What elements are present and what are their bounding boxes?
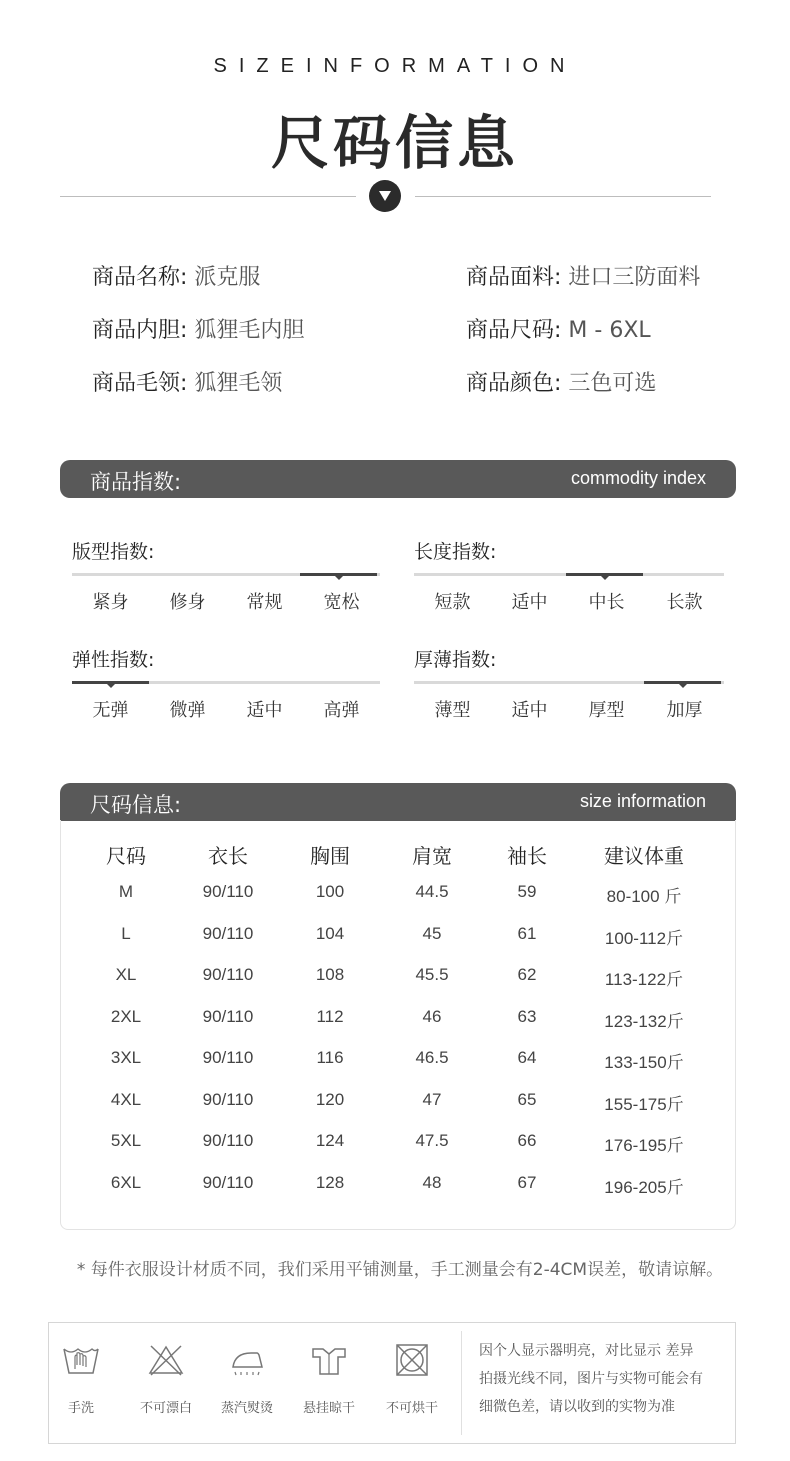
- index-option: 适中: [246, 700, 283, 721]
- down-arrow-icon: [369, 180, 401, 212]
- index-pointer-thickness: [679, 684, 687, 688]
- table-header: 尺码: [106, 844, 146, 868]
- table-cell: 44.5: [415, 882, 449, 901]
- care-item-steam-iron: [207, 1343, 287, 1416]
- measurement-note: * 每件衣服设计材质不同，我们采用平铺测量，手工测量会有2-4CM误差，敬请谅解。: [76, 1260, 724, 1280]
- index-option: 高弹: [323, 700, 360, 721]
- index-option: 紧身: [92, 592, 129, 613]
- table-cell: 90/110: [202, 1089, 254, 1109]
- index-option: 长款: [666, 592, 703, 613]
- table-cell: 47: [422, 1089, 442, 1109]
- table-cell: 100-112斤: [604, 928, 684, 948]
- display-disclaimer: [479, 1337, 729, 1421]
- index-option: 微弹: [169, 700, 206, 721]
- commodity-index-label: 商品指数:: [90, 470, 182, 494]
- index-title-thickness: 厚薄指数:: [414, 649, 497, 671]
- table-cell: 62: [517, 965, 537, 984]
- commodity-index-en: commodity index: [570, 468, 706, 488]
- care-label: 不可烘干: [385, 1401, 438, 1416]
- table-cell: 90/110: [202, 1006, 254, 1026]
- table-cell: 6XL: [110, 1172, 142, 1192]
- no-tumble-dry-icon: [392, 1343, 432, 1377]
- table-cell: 48: [422, 1172, 442, 1192]
- table-header: 袖长: [507, 844, 547, 868]
- table-cell: 80-100 斤: [606, 887, 682, 906]
- page-title: 尺码信息: [270, 109, 519, 177]
- care-item-hang-dry: [289, 1343, 369, 1416]
- info-collar: 商品毛领: 狐狸毛领: [92, 371, 283, 396]
- table-cell: 45: [422, 923, 442, 943]
- table-cell: 5XL: [110, 1131, 142, 1150]
- table-cell: 3XL: [110, 1048, 142, 1067]
- size-info-label: 尺码信息:: [90, 793, 182, 817]
- table-cell: 45.5: [415, 965, 449, 984]
- index-title-elastic: 弹性指数:: [72, 649, 155, 671]
- table-cell: 63: [517, 1006, 537, 1026]
- index-track-length: [414, 573, 724, 576]
- index-option: 短款: [434, 592, 471, 613]
- index-option: 中长: [588, 592, 625, 613]
- table-cell: 90/110: [202, 1172, 254, 1192]
- table-cell: 67: [517, 1172, 537, 1192]
- commodity-index-bar: [60, 460, 736, 498]
- table-cell: 4XL: [110, 1089, 142, 1109]
- info-size: 商品尺码: M - 6XL: [466, 318, 651, 343]
- steam-iron-icon: [227, 1343, 267, 1377]
- table-cell: M: [118, 882, 134, 901]
- table-cell: 59: [517, 882, 537, 901]
- index-option: 适中: [511, 700, 548, 721]
- index-pointer-fit: [335, 576, 343, 580]
- table-cell: 2XL: [110, 1006, 142, 1026]
- table-cell: 124: [315, 1131, 345, 1150]
- info-color: 商品颜色: 三色可选: [466, 371, 657, 396]
- table-cell: 128: [315, 1172, 345, 1192]
- info-lining: 商品内胆: 狐狸毛内胆: [92, 318, 305, 343]
- care-label: 手洗: [67, 1401, 94, 1416]
- index-option: 宽松: [323, 592, 360, 613]
- disclaimer-line: 拍摄光线不同，图片与实物可能会有: [479, 1371, 703, 1387]
- table-cell: 196-205斤: [604, 1177, 684, 1197]
- table-header: 建议体重: [604, 844, 684, 868]
- table-cell: L: [121, 923, 131, 943]
- table-cell: 123-132斤: [604, 1011, 684, 1031]
- table-cell: 155-175斤: [604, 1094, 684, 1114]
- table-cell: 176-195斤: [604, 1136, 684, 1155]
- english-title: SIZEINFORMATION: [213, 55, 577, 77]
- table-cell: XL: [115, 965, 137, 984]
- table-cell: 120: [315, 1089, 345, 1109]
- table-cell: 90/110: [202, 1048, 254, 1067]
- table-cell: 46: [422, 1006, 442, 1026]
- info-fabric: 商品面料: 进口三防面料: [466, 265, 701, 290]
- index-track-fit: [72, 573, 380, 576]
- table-cell: 100: [315, 882, 345, 901]
- index-option: 无弹: [92, 700, 129, 721]
- index-option: 厚型: [588, 700, 625, 721]
- table-cell: 90/110: [202, 882, 254, 901]
- no-bleach-icon: [146, 1343, 186, 1377]
- care-label: 不可漂白: [139, 1401, 192, 1416]
- table-cell: 90/110: [202, 1131, 254, 1150]
- size-info-en: size information: [579, 791, 706, 811]
- index-pointer-length: [601, 576, 609, 580]
- table-cell: 90/110: [202, 965, 254, 984]
- index-option: 加厚: [666, 700, 703, 721]
- table-cell: 112: [316, 1006, 344, 1026]
- index-track-elastic: [72, 681, 380, 684]
- table-header: 胸围: [310, 844, 350, 868]
- index-option: 修身: [169, 592, 206, 613]
- index-option: 常规: [246, 592, 283, 613]
- index-option: 薄型: [434, 700, 471, 721]
- title-divider-left: [60, 196, 356, 197]
- table-cell: 90/110: [202, 923, 254, 943]
- index-track-thickness: [414, 681, 724, 684]
- table-cell: 133-150斤: [604, 1053, 684, 1072]
- table-cell: 64: [517, 1048, 537, 1067]
- table-cell: 46.5: [415, 1048, 449, 1067]
- table-cell: 65: [517, 1089, 537, 1109]
- table-cell: 61: [517, 923, 537, 943]
- info-name: 商品名称: 派克服: [92, 265, 261, 290]
- index-option: 适中: [511, 592, 548, 613]
- table-cell: 116: [316, 1048, 344, 1067]
- disclaimer-line: 因个人显示器明亮，对比显示 差异: [479, 1343, 694, 1359]
- table-cell: 47.5: [415, 1131, 449, 1150]
- table-cell: 66: [517, 1131, 537, 1150]
- size-info-bar: [60, 783, 736, 821]
- care-label: 悬挂晾干: [302, 1401, 355, 1416]
- table-header: 肩宽: [412, 844, 452, 868]
- index-title-length: 长度指数:: [414, 541, 497, 563]
- care-item-no-bleach: [126, 1343, 206, 1416]
- title-divider-right: [415, 196, 711, 197]
- table-header: 衣长: [208, 844, 248, 868]
- table-cell: 108: [315, 965, 345, 984]
- disclaimer-line: 细微色差，请以收到的实物为准: [479, 1399, 675, 1415]
- care-item-no-tumble-dry: [372, 1343, 452, 1416]
- index-pointer-elastic: [107, 684, 115, 688]
- table-cell: 113-122斤: [604, 970, 684, 989]
- hand-wash-icon: [61, 1343, 101, 1377]
- table-cell: 104: [315, 923, 345, 943]
- care-divider: [461, 1331, 462, 1435]
- hang-dry-icon: [309, 1343, 349, 1377]
- care-label: 蒸汽熨烫: [220, 1401, 273, 1416]
- index-title-fit: 版型指数:: [72, 541, 155, 563]
- care-item-hand-wash: [41, 1343, 121, 1416]
- care-instructions: [48, 1322, 736, 1444]
